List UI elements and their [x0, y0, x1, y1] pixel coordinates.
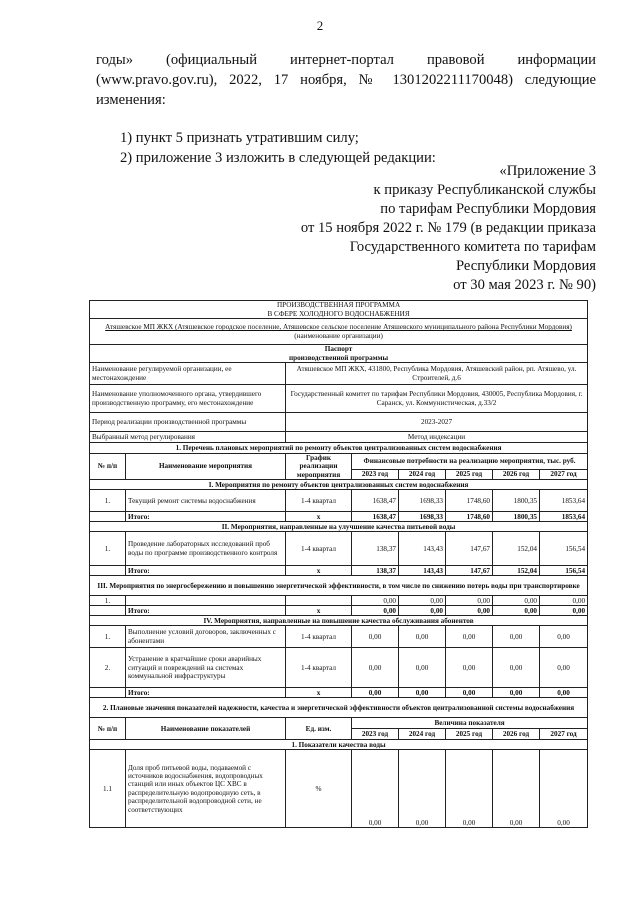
indicator-value: 0,00: [399, 750, 446, 828]
organization-caption: (наименование организации): [294, 331, 383, 340]
row-num: 2.: [90, 648, 126, 688]
appendix-line: от 15 ноября 2022 г. № 179 (в редакции приказа: [300, 220, 596, 236]
passport-title-line: производственной программы: [288, 353, 389, 362]
appendix-line: «Приложение 3: [499, 163, 596, 179]
row-value: 0,00: [540, 648, 588, 688]
page-number: 2: [316, 18, 324, 33]
header-year: 2027 год: [540, 470, 588, 480]
indicator-group-title: 1. Показатели качества воды: [90, 740, 588, 750]
total-value: 1800,35: [493, 512, 540, 522]
row-value: 1853,64: [540, 490, 588, 512]
total-value: 0,00: [493, 606, 540, 616]
appendix-line: по тарифам Республики Мордовия: [380, 201, 596, 217]
indicator-value: 0,00: [352, 750, 399, 828]
header-year: 2023 год: [352, 470, 399, 480]
row-value: 0,00: [399, 626, 446, 648]
program-title-line: В СФЕРЕ ХОЛОДНОГО ВОДОСНАБЖЕНИЯ: [267, 309, 410, 318]
indicator-header-value: Величина показателя: [352, 718, 588, 729]
row-name: [126, 596, 286, 606]
row-period: 1-4 квартал: [286, 490, 352, 512]
total-label: Итого:: [126, 688, 286, 698]
row-value: 0,00: [446, 596, 493, 606]
indicator-header-num: № п/п: [90, 718, 126, 740]
total-value: 152,04: [493, 566, 540, 576]
total-value: 0,00: [446, 688, 493, 698]
header-year: 2024 год: [399, 470, 446, 480]
row-num: 1.: [90, 626, 126, 648]
total-x: x: [286, 606, 352, 616]
intro-line: годы» (официальный интернет-портал правовой информации: [96, 52, 596, 68]
indicator-unit: %: [286, 750, 352, 828]
passport-value: Метод индексации: [286, 432, 588, 443]
total-value: 0,00: [399, 606, 446, 616]
indicator-header-year: 2026 год: [493, 729, 540, 740]
passport-value: Государственный комитет по тарифам Республики Мордовия, 430005, Республика Мордовия, г. Саранск, ул. Коммунистическая, д.33/2: [286, 385, 588, 413]
indicator-value: 0,00: [446, 750, 493, 828]
indicator-name: Доля проб питьевой воды, подаваемой с источников водоснабжения, водопроводных станций или иных объектов ЦС ХВС в распределительную водопроводную сеть, в распределительной водопроводной сети, не соответствующих: [126, 750, 286, 828]
passport-label: Выбранный метод регулирования: [90, 432, 286, 443]
total-value: 0,00: [493, 688, 540, 698]
row-period: 1-4 квартал: [286, 648, 352, 688]
indicator-header-year: 2027 год: [540, 729, 588, 740]
row-name: Текущий ремонт системы водоснабжения: [126, 490, 286, 512]
row-value: 0,00: [493, 648, 540, 688]
row-period: [286, 596, 352, 606]
group-title: III. Мероприятия по энергосбережению и повышению энергетической эффективности, в том числе по снижению потерь воды при транспортировке: [90, 576, 588, 596]
indicator-header-year: 2023 год: [352, 729, 399, 740]
program-title-line: ПРОИЗВОДСТВЕННАЯ ПРОГРАММА: [276, 301, 401, 310]
section-title: 1. Перечень плановых мероприятий по ремонту объектов централизованных систем водоснабжения: [90, 443, 588, 454]
group-title: II. Мероприятия, направленные на улучшение качества питьевой воды: [90, 522, 588, 532]
row-value: 156,54: [540, 532, 588, 566]
indicator-num: 1.1: [90, 750, 126, 828]
appendix-line: Республики Мордовия: [455, 258, 596, 274]
total-value: 1748,60: [446, 512, 493, 522]
program-title: [90, 301, 588, 319]
total-x: x: [286, 512, 352, 522]
total-value: 147,67: [446, 566, 493, 576]
row-value: 1748,60: [446, 490, 493, 512]
total-value: 138,37: [352, 566, 399, 576]
row-value: 1698,33: [399, 490, 446, 512]
total-value: 1638,47: [352, 512, 399, 522]
appendix-line: от 30 мая 2023 г. № 90): [453, 277, 596, 293]
indicator-value: 0,00: [540, 750, 588, 828]
header-year: 2026 год: [493, 470, 540, 480]
indicator-header-year: 2024 год: [399, 729, 446, 740]
total-value: 1853,64: [540, 512, 588, 522]
header-finance: Финансовые потребности на реализацию мероприятия, тыс. руб.: [352, 454, 588, 470]
total-x: x: [286, 688, 352, 698]
row-value: 0,00: [446, 648, 493, 688]
header-num: № п/п: [90, 454, 126, 480]
total-label: Итого:: [126, 512, 286, 522]
row-num: 1.: [90, 490, 126, 512]
passport-label: Наименование регулируемой организации, ее местонахождение: [90, 363, 286, 385]
total-x: x: [286, 566, 352, 576]
organization-name: [90, 319, 588, 345]
row-name: Проведение лабораторных исследований проб воды по программе производственного контроля: [126, 532, 286, 566]
indicator-value: 0,00: [493, 750, 540, 828]
passport-label: Наименование уполномоченного органа, утвердившего производственную программу, его местонахождение: [90, 385, 286, 413]
row-value: 143,43: [399, 532, 446, 566]
row-name: Выполнение условий договоров, заключенных с абонентами: [126, 626, 286, 648]
passport-label: Период реализации производственной программы: [90, 413, 286, 432]
row-value: 0,00: [493, 626, 540, 648]
header-schedule: График реализации мероприятия: [286, 454, 352, 480]
row-value: 0,00: [399, 596, 446, 606]
production-program-table: [89, 300, 588, 828]
total-label: Итого:: [126, 566, 286, 576]
row-value: 0,00: [399, 648, 446, 688]
row-value: 0,00: [352, 626, 399, 648]
row-value: 152,04: [493, 532, 540, 566]
section-title: 2. Плановые значения показателей надежности, качества и энергетической эффективности объектов централизованной системы водоснабжения: [90, 698, 588, 718]
row-value: 0,00: [493, 596, 540, 606]
row-value: 0,00: [352, 596, 399, 606]
total-value: 0,00: [540, 606, 588, 616]
amendment-item: 2) приложение 3 изложить в следующей редакции:: [120, 150, 436, 166]
appendix-line: Государственного комитета по тарифам: [349, 239, 596, 255]
passport-title-line: Паспорт: [324, 345, 353, 354]
indicator-header-year: 2025 год: [446, 729, 493, 740]
total-label: Итого:: [126, 606, 286, 616]
row-value: 147,67: [446, 532, 493, 566]
total-value: 0,00: [540, 688, 588, 698]
row-value: 1800,35: [493, 490, 540, 512]
total-value: 0,00: [399, 688, 446, 698]
row-value: 138,37: [352, 532, 399, 566]
header-measure: Наименование мероприятия: [126, 454, 286, 480]
passport-title: [90, 345, 588, 363]
total-value: 0,00: [352, 606, 399, 616]
intro-line: (www.pravo.gov.ru), 2022, 17 ноября, № 1301202211170048) следующие: [96, 72, 596, 88]
row-value: 0,00: [352, 648, 399, 688]
row-value: 0,00: [540, 626, 588, 648]
total-value: 156,54: [540, 566, 588, 576]
amendment-item: 1) пункт 5 признать утратившим силу;: [120, 130, 359, 146]
row-num: 1.: [90, 532, 126, 566]
total-value: 0,00: [352, 688, 399, 698]
total-value: 143,43: [399, 566, 446, 576]
row-value: 0,00: [540, 596, 588, 606]
appendix-header: [266, 162, 596, 295]
organization-name-text: Атяшевское МП ЖКХ (Атяшевское городское поселение, Атяшевское сельское поселение Атяшевского муниципального района Республики Мордовия): [105, 323, 572, 332]
group-title: IV. Мероприятия, направленные на повышение качества обслуживания абонентов: [90, 616, 588, 626]
passport-value: 2023-2027: [286, 413, 588, 432]
indicator-header-name: Наименование показателей: [126, 718, 286, 740]
group-title: I. Мероприятия по ремонту объектов централизованных систем водоснабжения: [90, 480, 588, 490]
row-value: 0,00: [446, 626, 493, 648]
appendix-line: к приказу Республиканской службы: [373, 182, 596, 198]
header-year: 2025 год: [446, 470, 493, 480]
row-name: Устранение в кратчайшие сроки аварийных ситуаций и повреждений на системах коммунальной инфраструктуры: [126, 648, 286, 688]
row-value: 1638,47: [352, 490, 399, 512]
row-num: 1.: [90, 596, 126, 606]
row-period: 1-4 квартал: [286, 626, 352, 648]
passport-value: Атяшевское МП ЖКХ, 431800, Республика Мордовия, Атяшевский район, рп. Атяшево, ул. Строителей, д.6: [286, 363, 588, 385]
intro-line: изменения:: [96, 92, 166, 108]
row-period: 1-4 квартал: [286, 532, 352, 566]
intro-paragraph: [96, 50, 596, 110]
total-value: 0,00: [446, 606, 493, 616]
indicator-header-unit: Ед. изм.: [286, 718, 352, 740]
total-value: 1698,33: [399, 512, 446, 522]
